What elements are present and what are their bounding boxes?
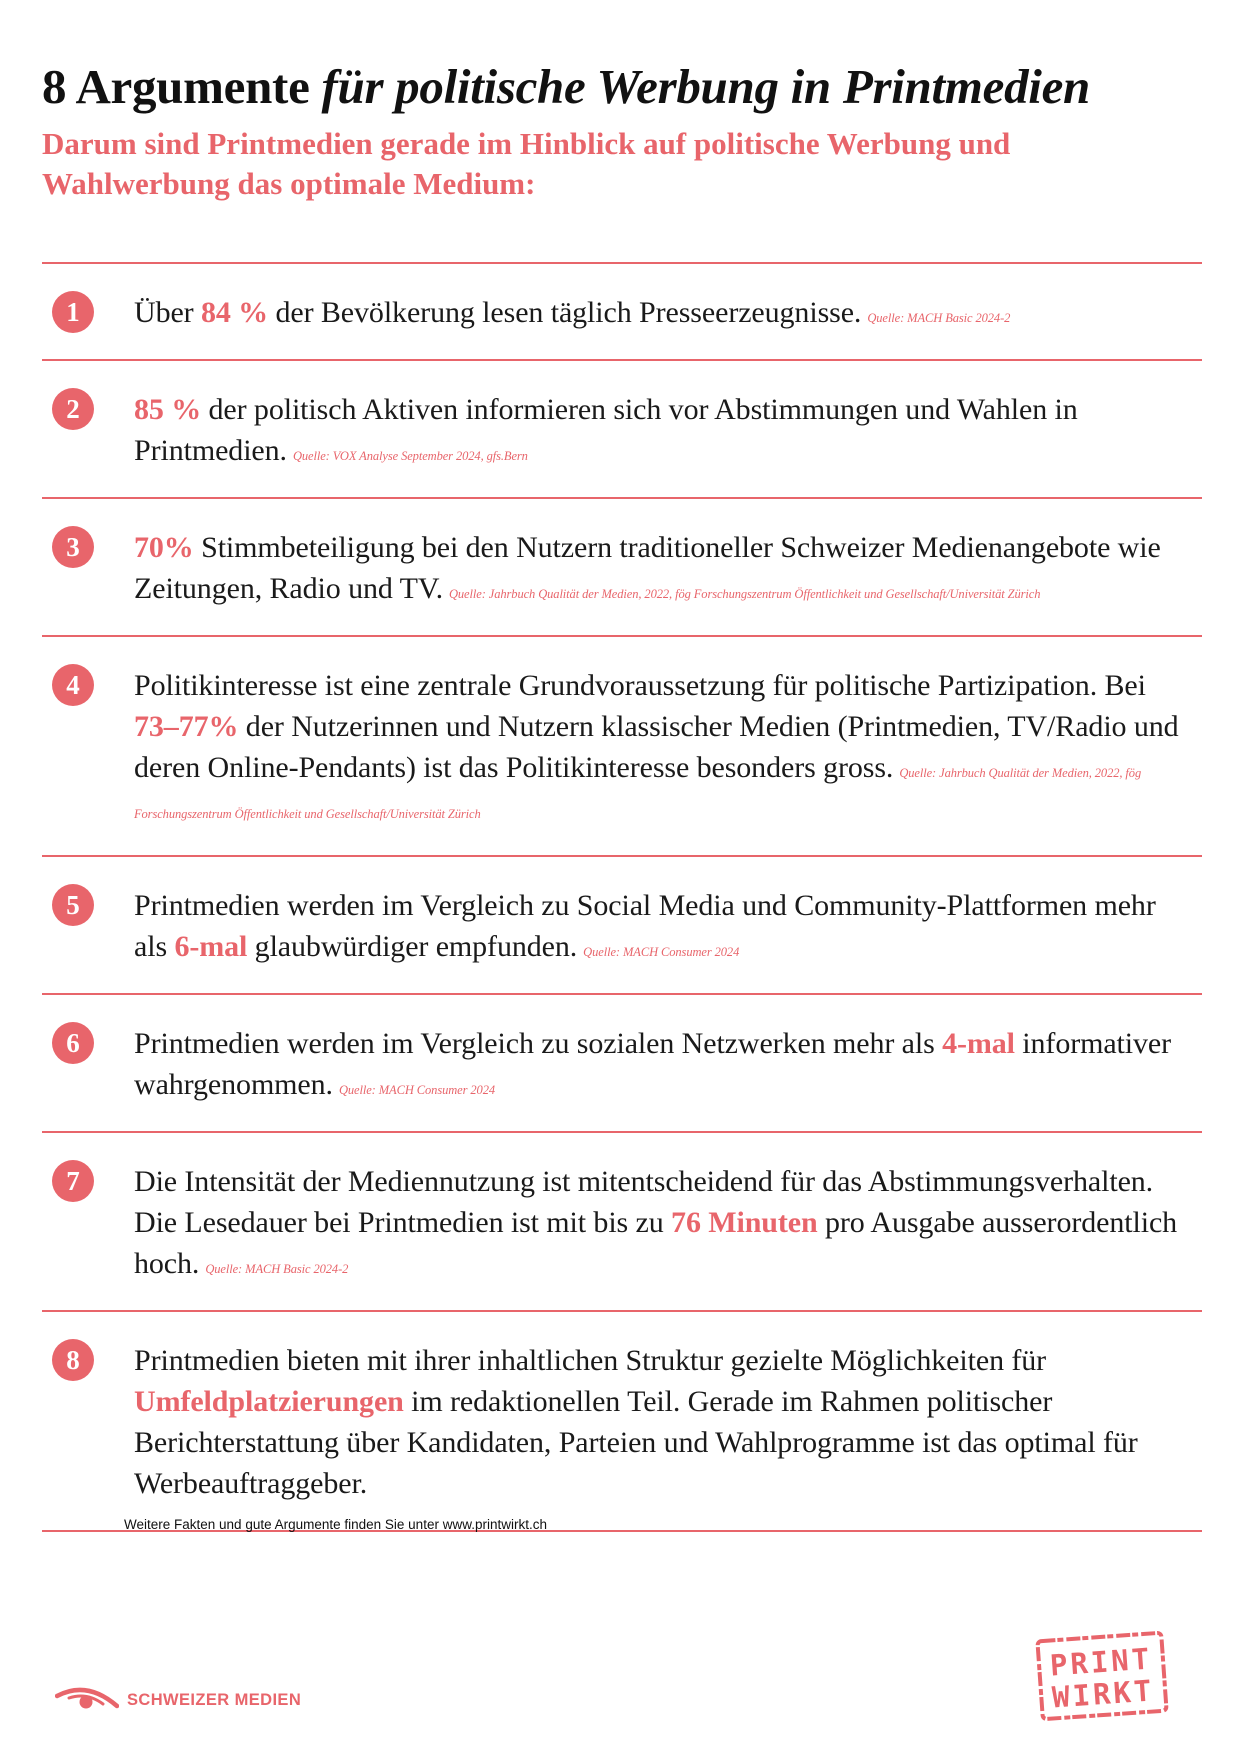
subtitle: Darum sind Printmedien gerade im Hinblick auf politische Werbung und Wahlwerbung das optimale Medium: <box>42 126 1011 201</box>
argument-text <box>134 389 1202 471</box>
argument-text <box>134 885 1202 967</box>
argument-text <box>134 665 1202 829</box>
source-citation: Quelle: VOX Analyse September 2024, gfs.Bern <box>292 449 528 463</box>
argument-item-1 <box>42 264 1202 361</box>
argument-text <box>134 527 1202 609</box>
argument-text-pre: Printmedien werden im Vergleich zu sozialen Netzwerken mehr als <box>134 1027 943 1060</box>
page-title <box>42 58 1202 116</box>
argument-text-pre: Printmedien werden im Vergleich zu Social Media und Community-Plattformen mehr als <box>134 889 1156 963</box>
argument-highlight: 73–77% <box>134 710 239 743</box>
argument-item-5 <box>42 857 1202 995</box>
publisher-logo <box>55 1684 301 1716</box>
argument-text-pre: Die Intensität der Mediennutzung ist mitentscheidend für das Abstimmungsverhalten. Die Lesedauer bei Printmedien ist mit bis zu <box>134 1165 1154 1239</box>
stamp-line-1: PRINT <box>1048 1641 1154 1683</box>
argument-text-pre: Über <box>134 296 201 329</box>
argument-list <box>42 262 1202 1532</box>
number-badge: 6 <box>52 1022 94 1064</box>
argument-item-6 <box>42 995 1202 1133</box>
argument-text-post: pro Ausgabe ausserordentlich hoch. <box>134 1206 1178 1280</box>
argument-text-post: glaubwürdiger empfunden. <box>247 930 578 963</box>
number-badge: 3 <box>52 526 94 568</box>
argument-highlight: 4-mal <box>942 1027 1015 1060</box>
argument-highlight: 6-mal <box>174 930 248 963</box>
number-badge: 1 <box>52 291 94 333</box>
number-badge: 4 <box>52 664 94 706</box>
argument-text-post: der Nutzerinnen und Nutzern klassischer Medien (Printmedien, TV/Radio und deren Online-Pendants) ist das Politikinteresse besonders gross. <box>134 710 1179 784</box>
number-badge: 2 <box>52 388 94 430</box>
argument-text <box>134 1340 1202 1504</box>
source-citation: Quelle: MACH Basic 2024-2 <box>867 311 1011 325</box>
source-citation: Quelle: Jahrbuch Qualität der Medien, 2022, fög Forschungszentrum Öffentlichkeit und Gesellschaft/Universität Zürich <box>448 587 1041 601</box>
title-italic: für politische Werbung in Printmedien <box>321 59 1090 114</box>
argument-item-8 <box>42 1312 1202 1532</box>
title-bold: 8 Argumente <box>42 59 310 114</box>
argument-item-4 <box>42 637 1202 857</box>
swoosh-eye-icon <box>55 1684 119 1716</box>
argument-text <box>134 292 1202 333</box>
argument-text-post: im redaktionellen Teil. Gerade im Rahmen politischer Berichterstattung über Kandidaten, Parteien und Wahlprogramme ist das optimal für Werbeauftraggeber. <box>134 1385 1138 1500</box>
argument-text-pre: Printmedien bieten mit ihrer inhaltlichen Struktur gezielte Möglichkeiten für <box>134 1344 1047 1377</box>
argument-highlight: 84 % <box>200 296 269 329</box>
argument-text-post: informativer wahrgenommen. <box>134 1027 1172 1101</box>
number-badge: 7 <box>52 1160 94 1202</box>
argument-highlight: 70% <box>134 531 194 564</box>
argument-highlight: Umfeldplatzierungen <box>134 1385 404 1418</box>
argument-text-pre: Politikinteresse ist eine zentrale Grundvoraussetzung für politische Partizipation. Bei <box>134 669 1146 702</box>
argument-highlight: 85 % <box>134 393 202 426</box>
source-citation: Quelle: Jahrbuch Qualität der Medien, 2022, fög Forschungszentrum Öffentlichkeit und Gesellschaft/Universität Zürich <box>134 766 1142 821</box>
argument-text <box>134 1023 1202 1105</box>
argument-item-2 <box>42 361 1202 499</box>
argument-item-7 <box>42 1133 1202 1312</box>
argument-text-post: der politisch Aktiven informieren sich vor Abstimmungen und Wahlen in Printmedien. <box>134 393 1078 467</box>
source-citation: Quelle: MACH Basic 2024-2 <box>205 1262 349 1276</box>
publisher-logo-text: SCHWEIZER MEDIEN <box>127 1690 302 1709</box>
number-badge: 5 <box>52 884 94 926</box>
number-badge: 8 <box>52 1339 94 1381</box>
footer-note: Weitere Fakten und gute Argumente finden Sie unter www.printwirkt.ch <box>124 1517 547 1532</box>
argument-item-3 <box>42 499 1202 637</box>
argument-text <box>134 1161 1202 1284</box>
argument-text-post: Stimmbeteiligung bei den Nutzern traditioneller Schweizer Medienangebote wie Zeitungen, Radio und TV. <box>134 531 1161 605</box>
print-wirkt-stamp <box>1034 1630 1170 1723</box>
stamp-line-2: WIRKT <box>1051 1673 1156 1715</box>
argument-text-post: der Bevölkerung lesen täglich Presseerzeugnisse. <box>268 296 862 329</box>
source-citation: Quelle: MACH Consumer 2024 <box>338 1083 495 1097</box>
source-citation: Quelle: MACH Consumer 2024 <box>583 945 740 959</box>
argument-highlight: 76 Minuten <box>671 1206 818 1239</box>
